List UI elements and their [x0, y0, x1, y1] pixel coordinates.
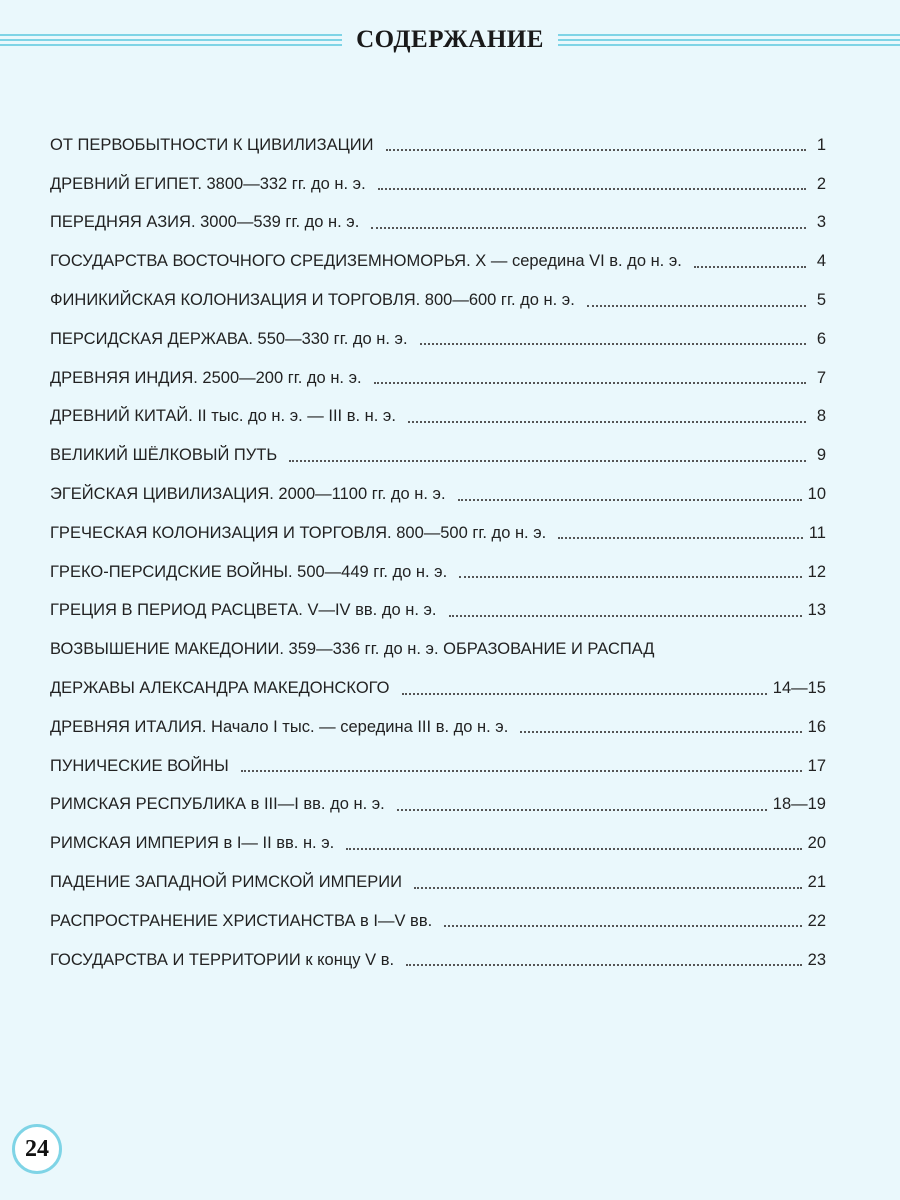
toc-entry [50, 398, 826, 437]
toc-entry-title: ОТ ПЕРВОБЫТНОСТИ К ЦИВИЛИЗАЦИИ [50, 135, 374, 154]
dot-leader [587, 305, 806, 307]
toc-entry-title: ВОЗВЫШЕНИЕ МАКЕДОНИИ. 359—336 гг. до н. э. ОБРАЗОВАНИЕ И РАСПАД [50, 640, 655, 659]
toc-entry-title: ДРЕВНЯЯ ИТАЛИЯ. Начало I тыс. — середина III в. до н. э. [50, 717, 509, 736]
toc-entry-page: 10 [807, 485, 826, 504]
dot-leader [406, 964, 802, 966]
toc-entry [50, 786, 826, 825]
toc-entry-title: ПУНИЧЕСКИЕ ВОЙНЫ [50, 756, 229, 775]
toc-entry-title: ЭГЕЙСКАЯ ЦИВИЛИЗАЦИЯ. 2000—1100 гг. до н. э. [50, 485, 446, 504]
toc-entry-page: 2 [816, 174, 826, 193]
toc-entry-title: ПЕРЕДНЯЯ АЗИЯ. 3000—539 гг. до н. э. [50, 213, 360, 232]
toc-entry [50, 514, 826, 553]
toc-entry-title: ДРЕВНИЙ КИТАЙ. II тыс. до н. э. — III в. н. э. [50, 407, 396, 426]
toc-entry-page: 16 [807, 717, 826, 736]
dot-leader [378, 188, 806, 190]
dot-leader [520, 731, 801, 733]
dot-leader [374, 382, 806, 384]
toc-entry-title: ГОСУДАРСТВА И ТЕРРИТОРИИ к концу V в. [50, 950, 395, 969]
toc-entry [50, 320, 826, 359]
toc-entry [50, 708, 826, 747]
toc-entry-title: ДРЕВНИЙ ЕГИПЕТ. 3800—332 гг. до н. э. [50, 174, 366, 193]
dot-leader [558, 537, 803, 539]
toc-entry [50, 475, 826, 514]
toc-entry-page: 9 [816, 446, 826, 465]
toc-entry-page: 6 [816, 329, 826, 348]
header-rule-left [0, 34, 342, 46]
toc-entry-page: 14—15 [772, 679, 826, 698]
toc-entry [50, 165, 826, 204]
toc-entry [50, 941, 826, 980]
toc-entry-page: 23 [807, 950, 826, 969]
toc-entry-page: 11 [808, 523, 826, 542]
header [0, 22, 900, 58]
toc-entry-title: РАСПРОСТРАНЕНИЕ ХРИСТИАНСТВА в I—V вв. [50, 911, 433, 930]
dot-leader [444, 925, 801, 927]
toc-entry-page: 4 [816, 252, 826, 271]
toc-entry-page: 3 [816, 213, 826, 232]
toc-entry-page: 21 [807, 873, 826, 892]
toc-entry-page: 1 [816, 135, 826, 154]
toc-entry-title: ГРЕЦИЯ В ПЕРИОД РАСЦВЕТА. V—IV вв. до н. э. [50, 601, 437, 620]
dot-leader [694, 266, 806, 268]
toc-entry-title: РИМСКАЯ РЕСПУБЛИКА в III—I вв. до н. э. [50, 795, 385, 814]
toc-entry-title: ГОСУДАРСТВА ВОСТОЧНОГО СРЕДИЗЕМНОМОРЬЯ. X — середина VI в. до н. э. [50, 252, 682, 271]
table-of-contents [50, 126, 826, 980]
toc-entry-title: ВЕЛИКИЙ ШЁЛКОВЫЙ ПУТЬ [50, 446, 278, 465]
dot-leader [241, 770, 802, 772]
dot-leader [414, 887, 802, 889]
dot-leader [408, 421, 806, 423]
toc-entry-page: 7 [816, 368, 826, 387]
toc-entry [50, 204, 826, 243]
toc-entry-page: 8 [816, 407, 826, 426]
page-number-badge: 24 [12, 1124, 62, 1174]
toc-entry-page: 12 [807, 562, 826, 581]
header-rule-right [558, 34, 900, 46]
dot-leader [386, 149, 806, 151]
toc-entry-title: ПЕРСИДСКАЯ ДЕРЖАВА. 550—330 гг. до н. э. [50, 329, 408, 348]
toc-entry [50, 863, 826, 902]
toc-entry [50, 592, 826, 631]
dot-leader [449, 615, 802, 617]
toc-entry-page: 13 [807, 601, 826, 620]
toc-entry [50, 281, 826, 320]
dot-leader [402, 693, 767, 695]
dot-leader [289, 460, 806, 462]
toc-entry-title: ГРЕКО-ПЕРСИДСКИЕ ВОЙНЫ. 500—449 гг. до н. э. [50, 562, 448, 581]
dot-leader [397, 809, 767, 811]
toc-entry-page: 18—19 [772, 795, 826, 814]
toc-entry-page: 5 [816, 291, 826, 310]
dot-leader [420, 343, 806, 345]
dot-leader [458, 499, 802, 501]
toc-entry [50, 824, 826, 863]
toc-entry-title: ПАДЕНИЕ ЗАПАДНОЙ РИМСКОЙ ИМПЕРИИ [50, 873, 402, 892]
toc-entry [50, 126, 826, 165]
toc-entry [50, 553, 826, 592]
dot-leader [459, 576, 801, 578]
toc-entry-page: 20 [807, 834, 826, 853]
toc-entry-page: 17 [807, 756, 826, 775]
toc-entry [50, 902, 826, 941]
toc-entry [50, 747, 826, 786]
dot-leader [371, 227, 806, 229]
toc-entry-title: ГРЕЧЕСКАЯ КОЛОНИЗАЦИЯ И ТОРГОВЛЯ. 800—500 гг. до н. э. [50, 523, 547, 542]
toc-entry [50, 242, 826, 281]
toc-entry-title: ДРЕВНЯЯ ИНДИЯ. 2500—200 гг. до н. э. [50, 368, 362, 387]
toc-entry-title: РИМСКАЯ ИМПЕРИЯ в I— II вв. н. э. [50, 834, 335, 853]
toc-entry [50, 436, 826, 475]
page-title: СОДЕРЖАНИЕ [356, 26, 544, 53]
toc-entry [50, 359, 826, 398]
toc-entry-page: 22 [807, 911, 826, 930]
toc-entry-title: ДЕРЖАВЫ АЛЕКСАНДРА МАКЕДОНСКОГО [50, 679, 390, 698]
toc-entry [50, 669, 826, 708]
dot-leader [346, 848, 801, 850]
toc-entry [50, 630, 826, 669]
toc-entry-title: ФИНИКИЙСКАЯ КОЛОНИЗАЦИЯ И ТОРГОВЛЯ. 800—600 гг. до н. э. [50, 291, 575, 310]
